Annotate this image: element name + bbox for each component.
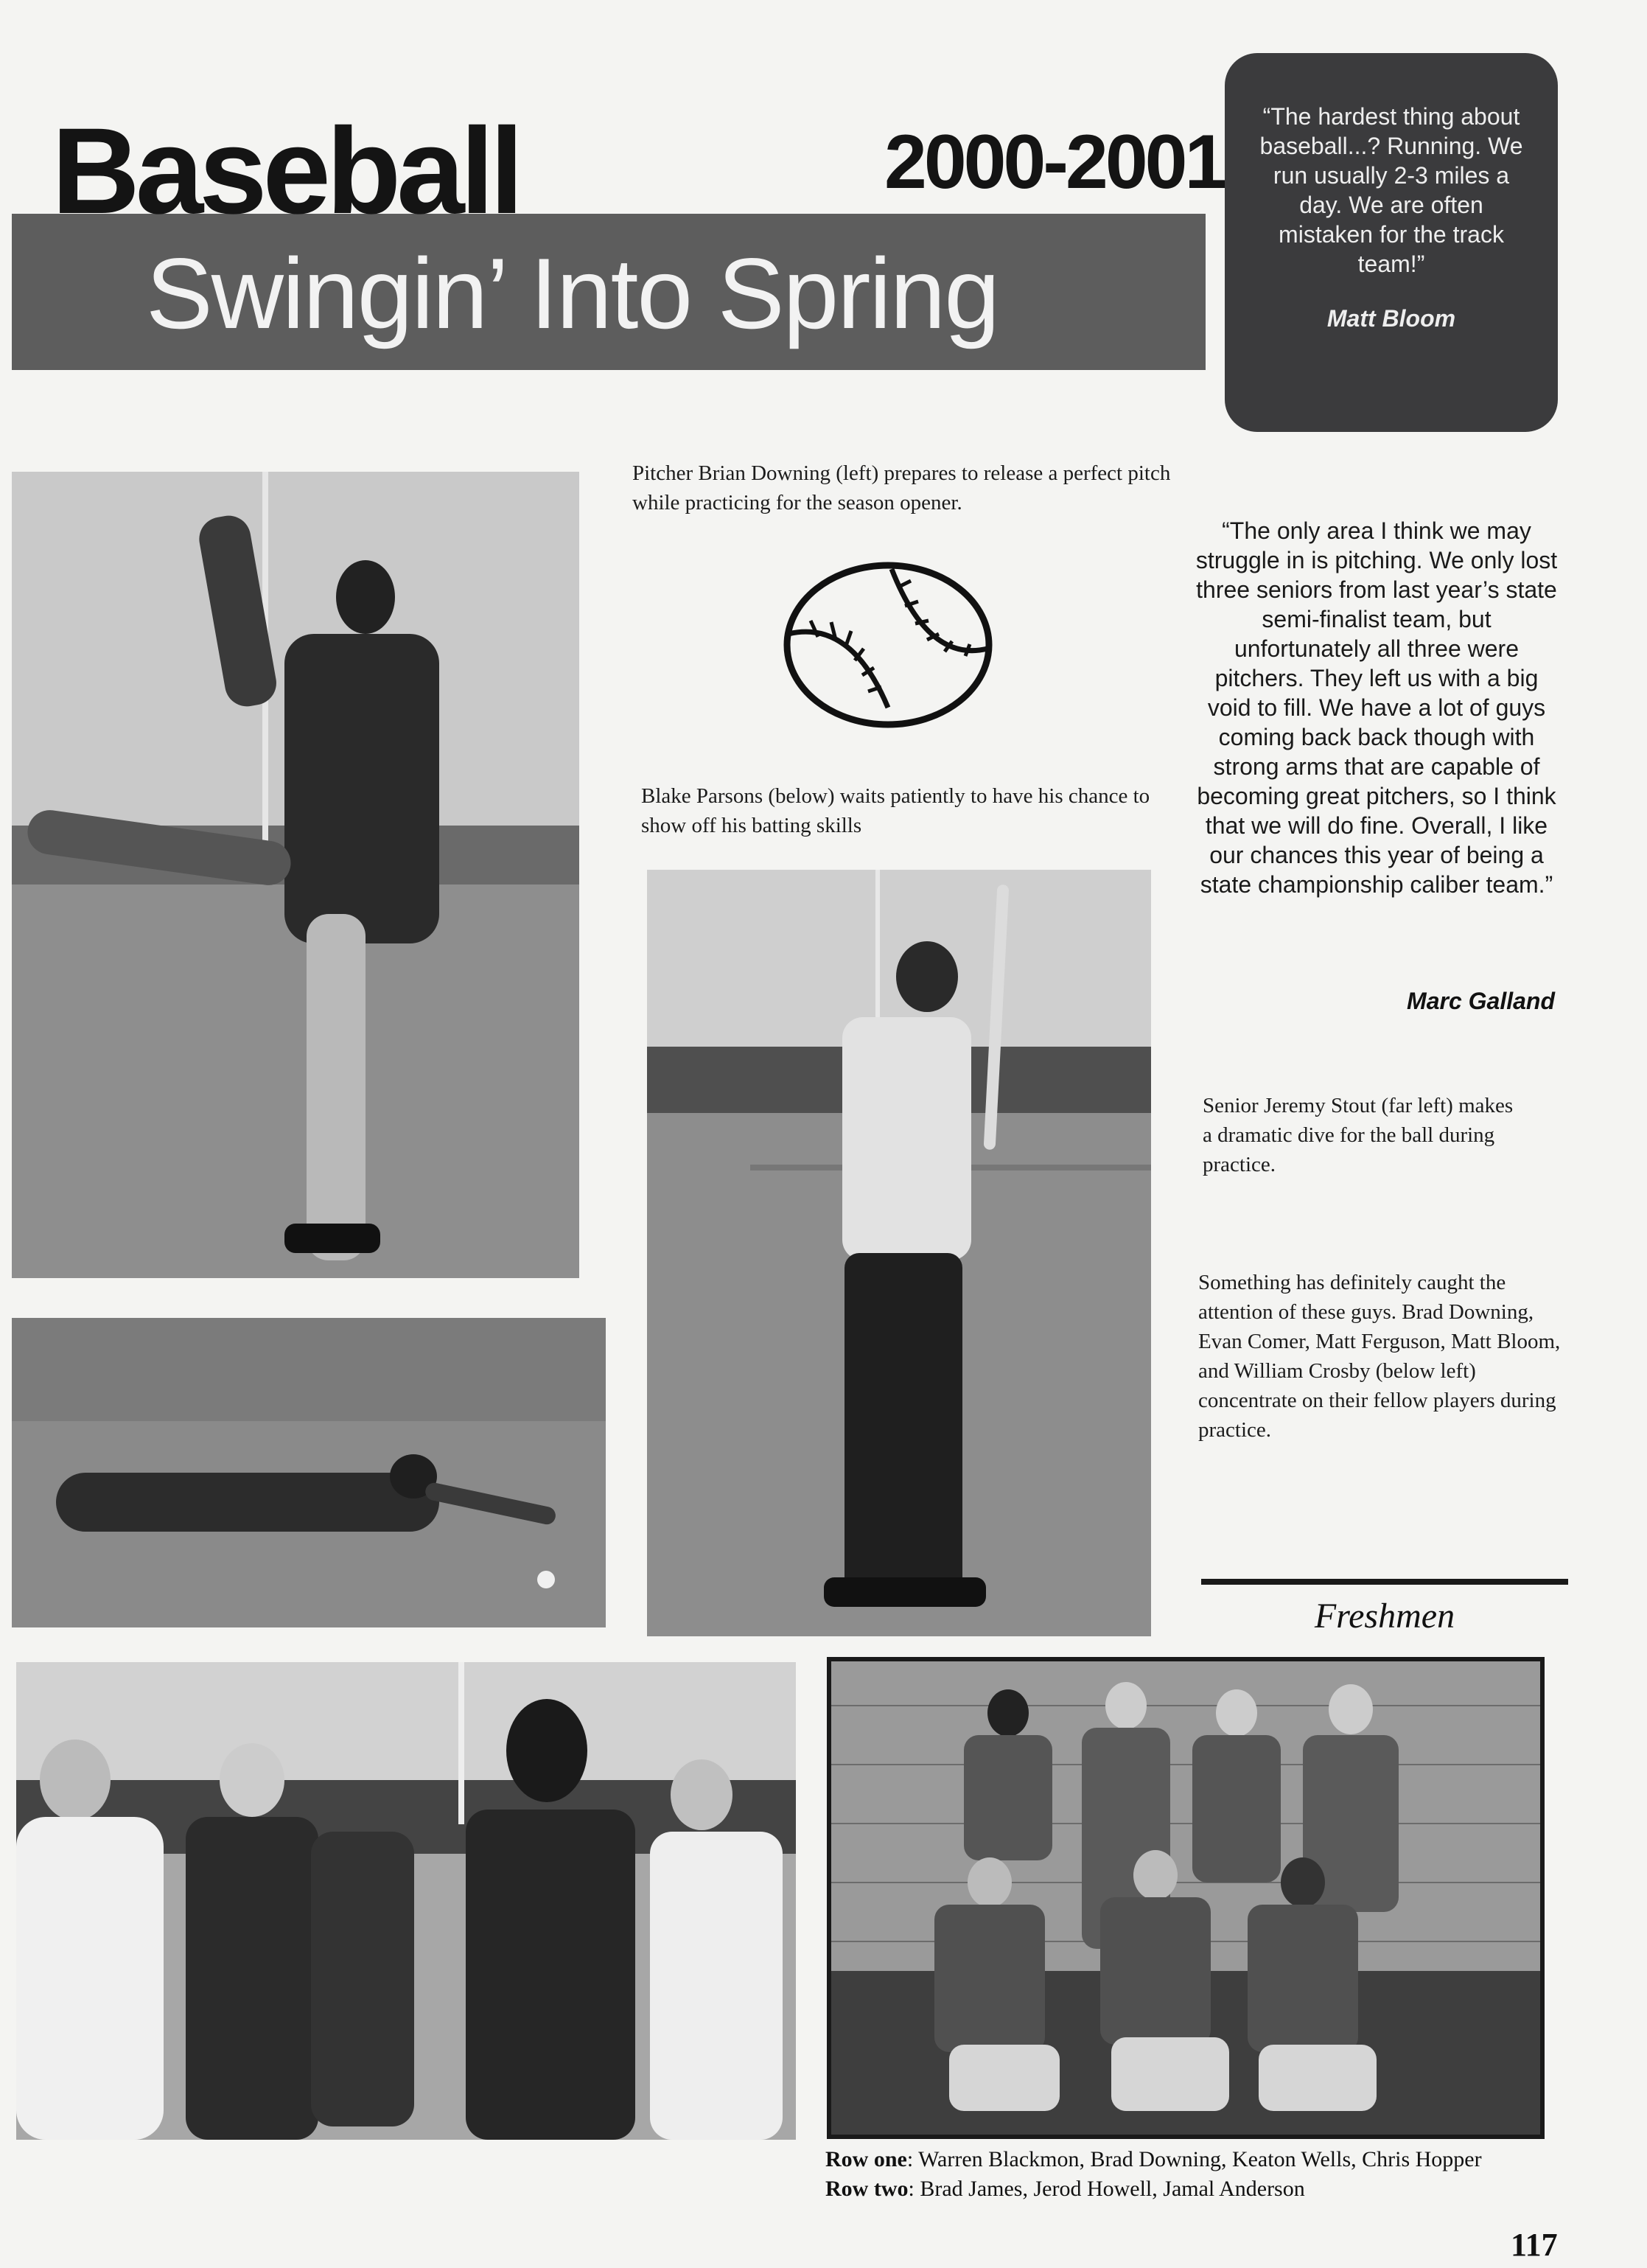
pitcher-photo <box>12 472 579 1278</box>
baseball-icon <box>781 560 995 730</box>
freshmen-heading: Freshmen <box>1314 1597 1455 1636</box>
watching-players-photo <box>16 1662 796 2140</box>
galland-quote: “The only area I think we may struggle in is pitching. We only lost three seniors from last year’s state semi-finalist team, but unfortunately all three were pitchers. They left us with a big void to fill. We have a lot of guys coming back back though with strong arms that are capable of becoming great pitchers, so I think that we will do fine. Overall, I like our chances this year of being a state championship caliber team.” <box>1195 517 1558 898</box>
season-year: 2000-2001 <box>884 119 1225 205</box>
pitcher-caption: Pitcher Brian Downing (left) prepares to release a perfect pitch while practicing for the season opener. <box>632 461 1171 514</box>
batter-photo <box>647 870 1151 1636</box>
row-two-names: Brad James, Jerod Howell, Jamal Anderson <box>920 2177 1305 2201</box>
row-one-label: Row one <box>825 2147 907 2171</box>
dive-caption: Senior Jeremy Stout (far left) makes a dramatic dive for the ball during practice. <box>1203 1094 1514 1176</box>
page-title: Baseball <box>52 103 520 240</box>
row-two-label: Row two <box>825 2177 909 2201</box>
galland-quote-author: Marc Galland <box>1407 988 1555 1014</box>
quote-box-author: Matt Bloom <box>1326 305 1456 332</box>
section-rule <box>1201 1579 1568 1585</box>
dive-photo <box>12 1318 606 1627</box>
quote-box-text: “The hardest thing about baseball...? Running. We run usually 2-3 miles a day. We are often mistaken for the track team!” <box>1259 103 1523 277</box>
batter-caption: Blake Parsons (below) waits patiently to have his chance to show off his batting skills <box>641 784 1150 837</box>
page-number: 117 <box>1511 2227 1558 2263</box>
freshmen-row-caption: Row one: Warren Blackmon, Brad Downing, Keaton Wells, Chris Hopper Row two: Brad James, Jerod Howell, Jamal Anderson <box>825 2147 1482 2201</box>
page-subtitle: Swingin’ Into Spring <box>146 237 999 349</box>
freshmen-team-photo <box>827 1657 1545 2139</box>
watching-caption: Something has definitely caught the attention of these guys. Brad Downing, Evan Comer, Matt Ferguson, Matt Bloom, and William Crosby (below left) concentrate on their fellow players during practice. <box>1198 1271 1561 1442</box>
quote-box <box>1225 53 1558 432</box>
row-one-names: Warren Blackmon, Brad Downing, Keaton Wells, Chris Hopper <box>918 2147 1482 2171</box>
